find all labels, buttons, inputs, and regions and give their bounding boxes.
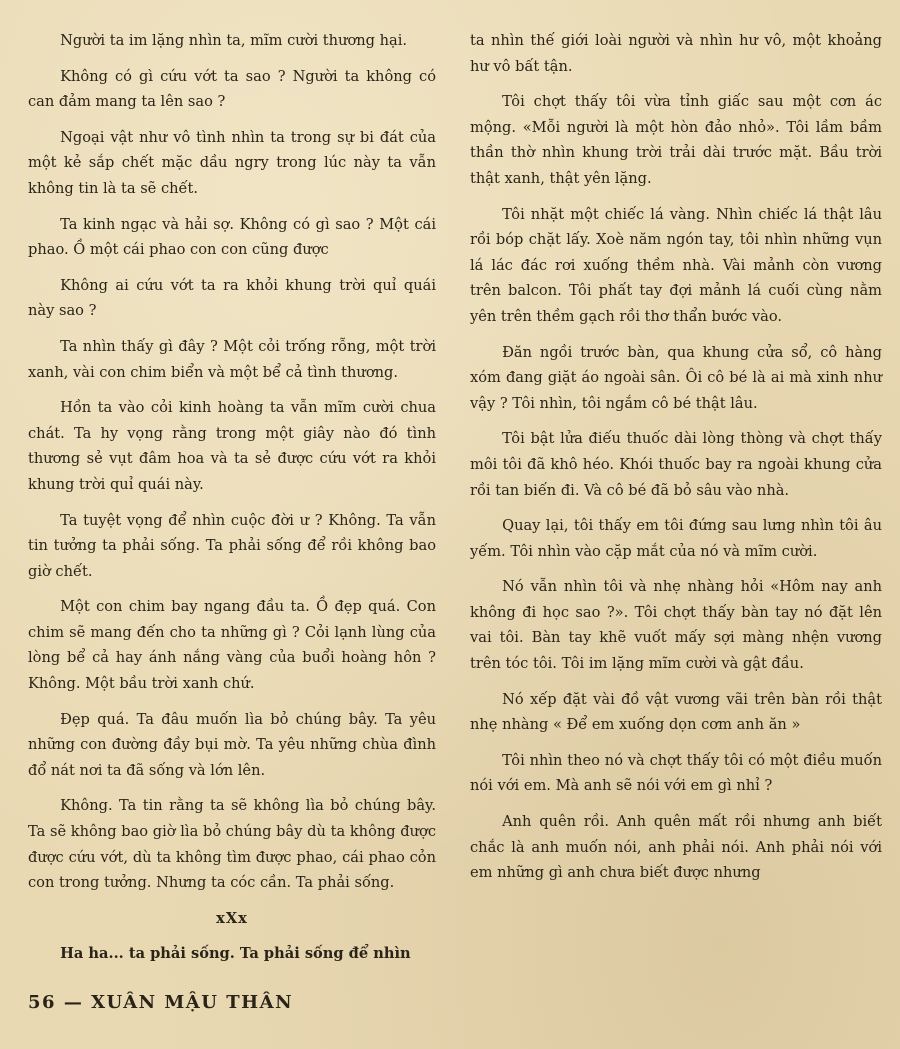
paragraph: Nó xếp đặt vài đồ vật vương vãi trên bàn rồi thật nhẹ nhàng « Để em xuống dọn cơm anh ăn »	[470, 690, 882, 734]
paragraph: Không ai cứu vớt ta ra khỏi khung trời quỉ quái này sao ?	[28, 276, 436, 320]
paragraph: Một con chim bay ngang đầu ta. Ồ đẹp quá. Con chim sẽ mang đến cho ta những gì ? Cỏi lạnh lùng của lòng bể cả hay ánh nắng vàng của buổi hoàng hôn ? Không. Một bầu trời xanh chứ.	[28, 598, 436, 693]
paragraph: Ta nhìn thấy gì đây ? Một cỏi trống rỗng, một trời xanh, vài con chim biển và một bể cả tình thương.	[28, 337, 436, 381]
paragraph-continues: Ha ha... ta phải sống. Ta phải sống để nhìn	[60, 945, 411, 963]
paragraph: Đẹp quá. Ta đâu muốn lìa bỏ chúng bây. Ta yêu những con đường đầy bụi mờ. Ta yêu những chùa đình đổ nát nơi ta đã sống và lớn lên.	[28, 710, 436, 779]
paragraph: Nó vẫn nhìn tôi và nhẹ nhàng hỏi «Hôm nay anh không đi học sao ?». Tôi chợt thấy bàn tay nó đặt lên vai tôi. Bàn tay khẽ vuốt mấy sợi màng nhện vương trên tóc tôi. Tôi im lặng mĩm cười và gật đầu.	[470, 578, 882, 673]
paragraph: Anh quên rồi. Anh quên mất rồi nhưng anh biết chắc là anh muốn nói, anh phải nói. Anh phải nói với em những gì anh chưa biết được nhưng	[470, 813, 882, 882]
right-column	[470, 28, 882, 896]
section-separator: xXx	[216, 909, 248, 927]
paragraph: Tôi nhặt một chiếc lá vàng. Nhìn chiếc lá thật lâu rồi bóp chặt lấy. Xoè năm ngón tay, tôi nhìn những vụn lá lác đác rơi xuống thềm nhà. Vài mảnh còn vương trên balcon. Tôi phất tay đợi mảnh lá cuối cùng nằm yên trên thềm gạch rồi thơ thẩn bước vào.	[470, 205, 882, 325]
paragraph: Tôi bật lửa điếu thuốc dài lòng thòng và chợt thấy môi tôi đã khô héo. Khói thuốc bay ra ngoài khung cửa rồi tan biến đi. Và cô bé đã bỏ sâu vào nhà.	[470, 430, 882, 499]
paragraph: Người ta im lặng nhìn ta, mĩm cười thương hại.	[60, 32, 408, 49]
paragraph: Không có gì cứu vớt ta sao ? Người ta không có can đảm mang ta lên sao ?	[28, 67, 436, 111]
paragraph: Hồn ta vào cỏi kinh hoàng ta vẫn mĩm cười chua chát. Ta hy vọng rằng trong một giây nào đó tình thương sẻ vụt đâm hoa và ta sẻ được cứu vớt ra khỏi khung trời quỉ quái này.	[28, 399, 436, 493]
left-column	[28, 28, 436, 977]
paragraph: Ta tuyệt vọng để nhìn cuộc đời ư ? Không. Ta vẫn tin tưởng ta phải sống. Ta phải sống để rồi không bao giờ chết.	[28, 511, 436, 580]
paragraph: Tôi nhìn theo nó và chợt thấy tôi có một điều muốn nói với em. Mà anh sẽ nói với em gì nhỉ ?	[470, 751, 882, 795]
paragraph: Đăn ngồi trước bàn, qua khung cửa sổ, cô hàng xóm đang giặt áo ngoài sân. Ôi cô bé là ai mà xinh như vậy ? Tôi nhìn, tôi ngắm cô bé thật lâu.	[470, 343, 882, 412]
paragraph: Ta kinh ngạc và hải sợ. Không có gì sao ? Một cái phao. Ồ một cái phao con con cũng được	[28, 215, 436, 259]
page-footer: 56 — XUÂN MẬU THÂN	[28, 992, 294, 1013]
paragraph: Ngoại vật như vô tình nhìn ta trong sự bi đát của một kẻ sắp chết mặc dầu ngry trong lúc này ta vẫn không tin là ta sẽ chết.	[28, 128, 436, 197]
paragraph: Không. Ta tin rằng ta sẽ không lìa bỏ chúng bây. Ta sẽ không bao giờ lìa bỏ chúng bây dù ta không được được cứu vớt, dù ta không tìm được phao, cái phao cỏn con trong tưởng. Nhưng ta cóc cần. Ta phải sống.	[28, 797, 436, 892]
paragraph-continued: ta nhìn thế giới loài người và nhìn hư vô, một khoảng hư vô bất tận.	[470, 32, 882, 75]
paragraph: Quay lại, tôi thấy em tôi đứng sau lưng nhìn tôi âu yếm. Tôi nhìn vào cặp mắt của nó và mĩm cười.	[470, 517, 882, 560]
paragraph: Tôi chợt thấy tôi vừa tỉnh giấc sau một cơn ác mộng. «Mỗi người là một hòn đảo nhỏ». Tôi lầm bầm thần thờ nhìn khung trời trải dài trước mặt. Bầu trời thật xanh, thật yên lặng.	[470, 93, 882, 187]
